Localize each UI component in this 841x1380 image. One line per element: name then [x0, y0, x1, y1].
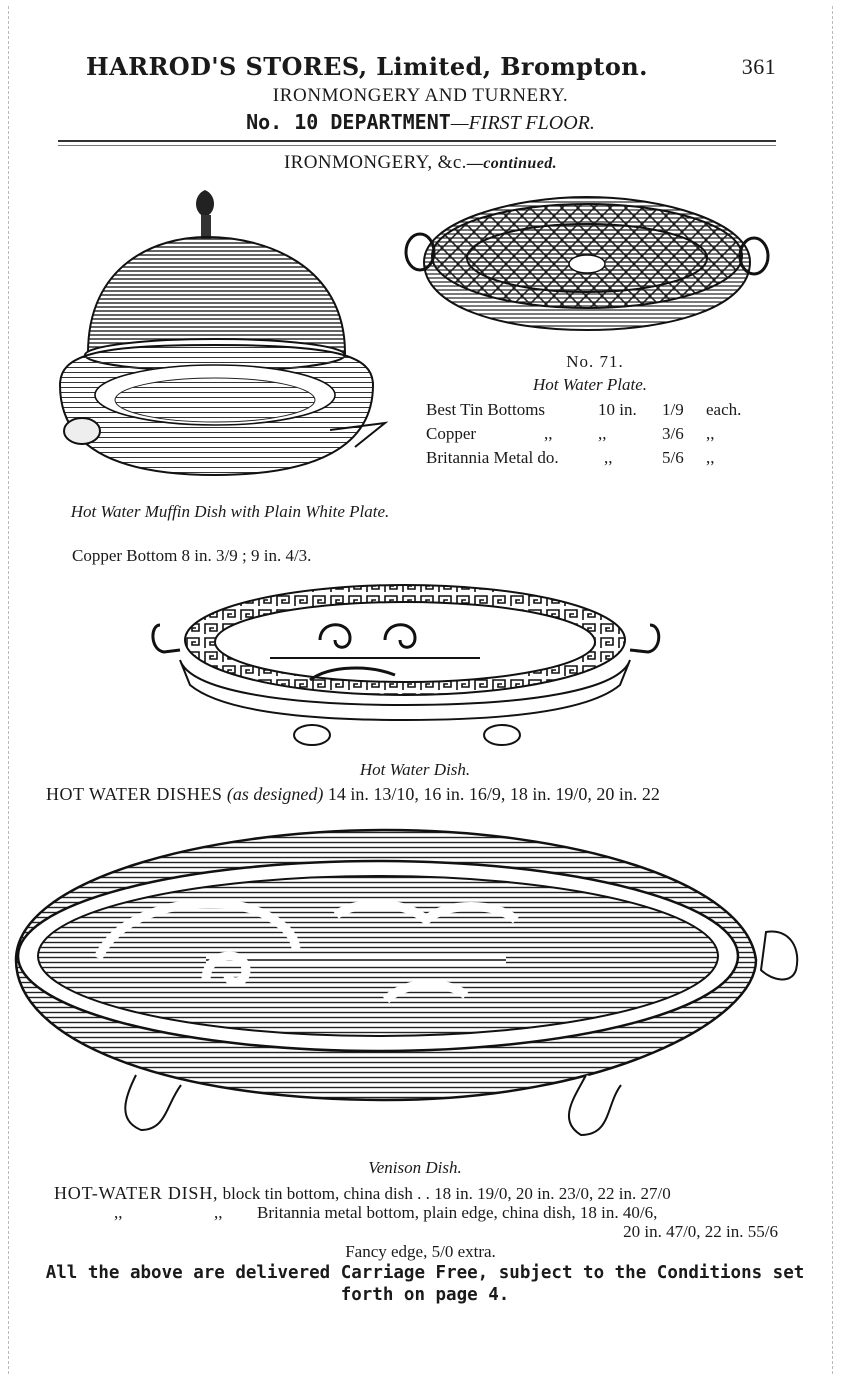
venison-dish-illustration — [6, 820, 806, 1155]
hot-water-dish-caption: Hot Water Dish. — [359, 760, 471, 779]
muffin-dish-caption: Hot Water Muffin Dish with Plain White Plate. — [70, 502, 390, 521]
price-row — [426, 446, 746, 470]
venison-dish-caption: Venison Dish. — [368, 1158, 462, 1177]
venison-line-2-text: Britannia metal bottom, plain edge, china dish, 18 in. 40/6, — [257, 1203, 658, 1222]
hot-water-plate-number: No. 71. — [566, 352, 624, 371]
floor-label: —FIRST FLOOR. — [450, 112, 595, 134]
department-title: IRONMONGERY AND TURNERY. — [272, 85, 569, 106]
price-value: 5/6 — [662, 448, 684, 467]
venison-line-1 — [54, 1183, 671, 1204]
hot-water-plate-prices — [426, 398, 746, 470]
delivery-notice: All the above are delivered Carriage Free, subject to the Conditions set forth on page 4. — [45, 1263, 805, 1305]
muffin-dish-illustration — [55, 185, 395, 495]
price-material: Best Tin Bottoms — [426, 400, 546, 419]
header-rule-thin — [58, 145, 776, 146]
department-line — [0, 110, 841, 135]
price-unit: ,, — [706, 448, 715, 467]
hot-water-dish-illustration — [150, 580, 670, 750]
price-size: ,, — [544, 424, 553, 443]
department-number: No. 10 DEPARTMENT — [246, 110, 451, 134]
ditto-mark: ,, — [214, 1203, 223, 1222]
price-unit: ,, — [706, 424, 715, 443]
hot-water-plate-caption: Hot Water Plate. — [532, 375, 648, 394]
venison-line-1-text: block tin bottom, china dish . . 18 in. 19/0, 20 in. 23/0, 22 in. 27/0 — [222, 1184, 671, 1203]
price-material: Copper — [426, 424, 477, 443]
price-value: 3/6 — [662, 424, 684, 443]
header-rule — [58, 140, 776, 142]
ditto-mark: ,, — [114, 1203, 123, 1222]
store-name: HARROD'S STORES, Limited, Brompton. — [86, 52, 648, 81]
price-material: Britannia Metal do. — [426, 448, 559, 467]
price-size: ,, — [604, 448, 613, 467]
price-size: 10 in. — [598, 400, 637, 419]
venison-label: HOT-WATER DISH, — [54, 1183, 219, 1203]
section-title: IRONMONGERY, &c. — [283, 152, 467, 173]
hot-water-dishes-label: HOT WATER DISHES — [46, 784, 223, 804]
section-continued: —continued. — [466, 155, 558, 172]
hot-water-dishes-values: 14 in. 13/10, 16 in. 16/9, 18 in. 19/0, 20 in. 22 — [327, 784, 660, 804]
price-unit: each. — [706, 400, 742, 419]
price-row — [426, 422, 746, 446]
hot-water-dishes-note: (as designed) — [226, 784, 324, 804]
store-header — [86, 52, 776, 82]
page-number: 361 — [741, 54, 776, 79]
venison-line-3: 20 in. 47/0, 22 in. 55/6 — [623, 1222, 778, 1241]
hot-water-plate-illustration — [402, 192, 772, 342]
price-row — [426, 398, 746, 422]
hot-water-dish-prices — [46, 784, 660, 805]
muffin-dish-price: Copper Bottom 8 in. 3/9 ; 9 in. 4/3. — [72, 546, 312, 565]
price-ditto: ,, — [598, 424, 607, 443]
section-heading — [0, 152, 841, 174]
fancy-edge-note: Fancy edge, 5/0 extra. — [345, 1242, 496, 1261]
price-value: 1/9 — [662, 400, 684, 419]
